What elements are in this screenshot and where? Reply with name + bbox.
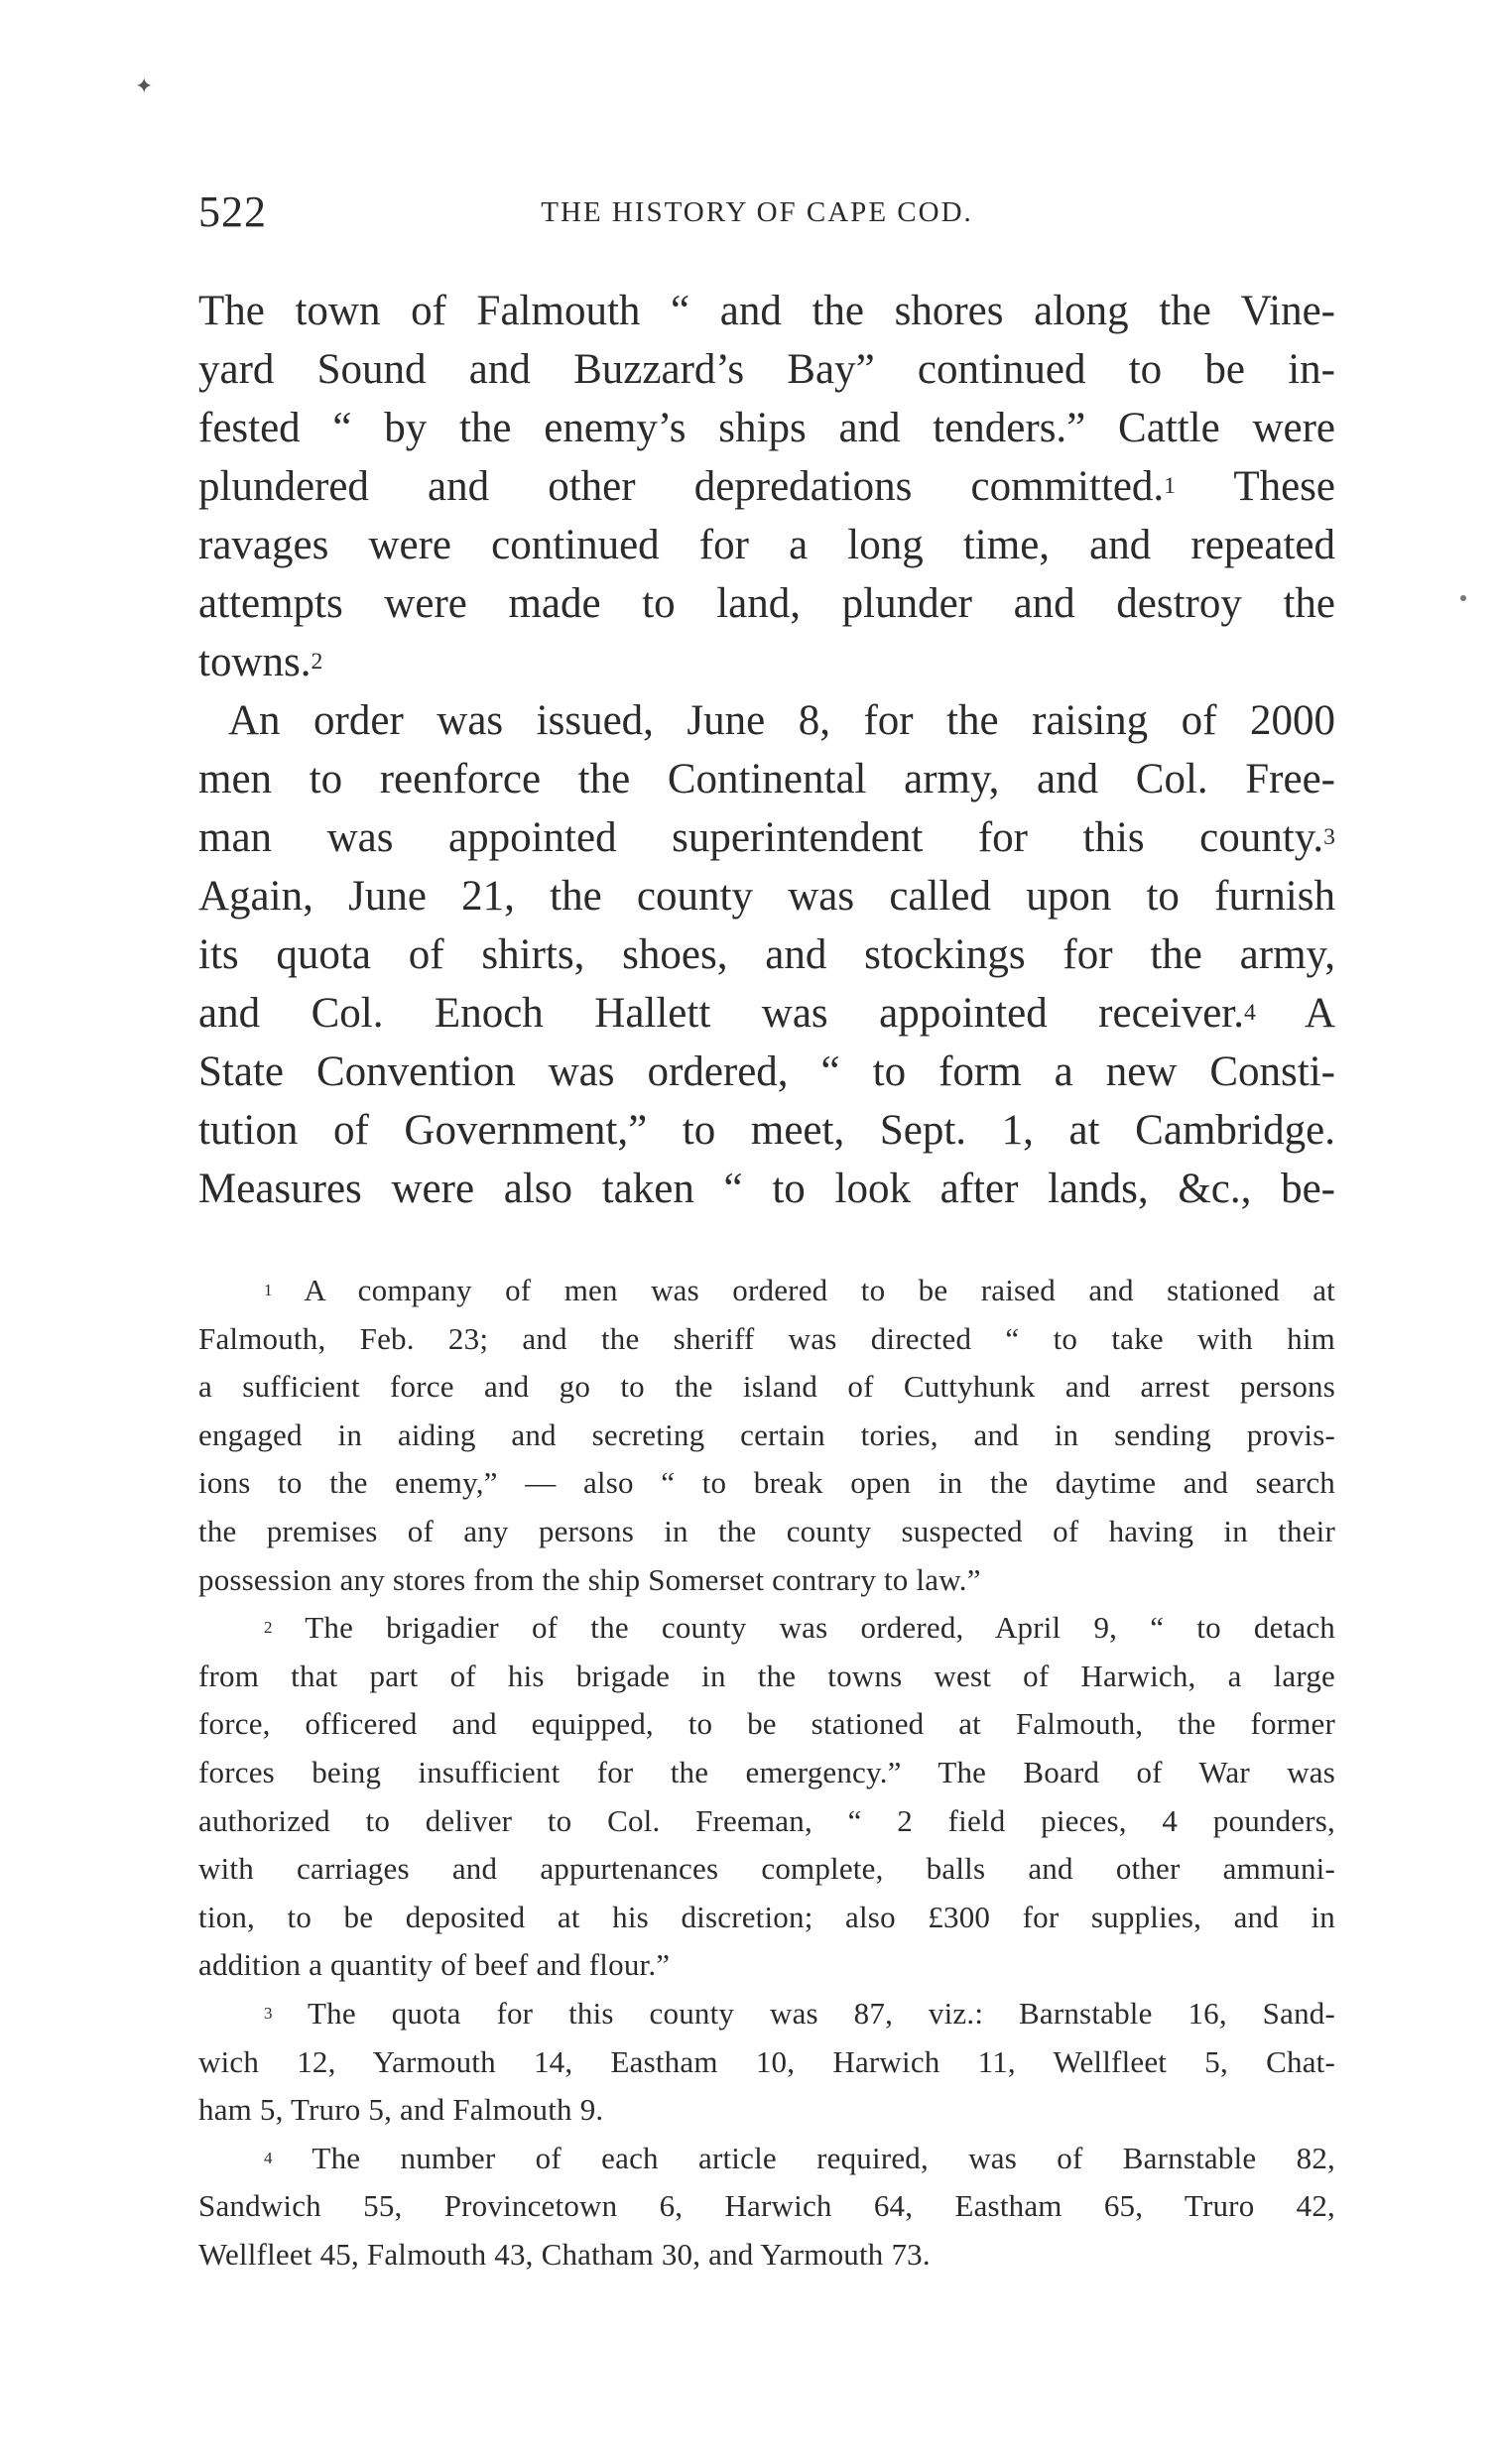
footnote-line bbox=[198, 1894, 1335, 1942]
footnote-reference: 2 bbox=[311, 648, 323, 675]
footnote-marker: 3 bbox=[264, 2003, 273, 2023]
body-text-tail: These bbox=[1176, 463, 1336, 510]
footnote-text: force, officered and equipped, to be stationed at Falmouth, the former bbox=[198, 1706, 1335, 1742]
footnote-text: The brigadier of the county was ordered, April 9, “ to detach bbox=[272, 1610, 1335, 1646]
body-text: fested “ by the enemy’s ships and tenders.” Cattle were bbox=[198, 405, 1335, 451]
footnote-text: possession any stores from the ship Somerset contrary to law.” bbox=[198, 1561, 981, 1597]
footnote-reference: 1 bbox=[1164, 472, 1176, 499]
footnote-text: a sufficient force and go to the island of Cuttyhunk and arrest persons bbox=[198, 1369, 1335, 1405]
margin-dot bbox=[1460, 595, 1466, 601]
footnote-text: forces being insufficient for the emergency.” The Board of War was bbox=[198, 1754, 1335, 1789]
body-line bbox=[198, 633, 1335, 691]
body-line bbox=[198, 691, 1335, 750]
footnote-text: wich 12, Yarmouth 14, Eastham 10, Harwich 11, Wellfleet 5, Chat- bbox=[198, 2043, 1335, 2079]
body-text: plundered and other depredations committed. bbox=[198, 463, 1165, 510]
body-line bbox=[198, 516, 1335, 574]
page-header bbox=[198, 186, 1315, 246]
body-line bbox=[198, 867, 1335, 925]
body-line bbox=[198, 574, 1335, 633]
footnote-marker: 2 bbox=[264, 1618, 273, 1638]
footnote-text: The quota for this county was 87, viz.: Barnstable 16, Sand- bbox=[272, 1995, 1335, 2031]
footnote-reference: 3 bbox=[1323, 823, 1335, 850]
footnote-text: from that part of his brigade in the towns west of Harwich, a large bbox=[198, 1658, 1335, 1693]
footnote-text: authorized to deliver to Col. Freeman, “ 2 field pieces, 4 pounders, bbox=[198, 1802, 1335, 1838]
footnote-text: tion, to be deposited at his discretion; also £300 for supplies, and in bbox=[198, 1899, 1335, 1934]
footnote-text: Wellfleet 45, Falmouth 43, Chatham 30, and Yarmouth 73. bbox=[198, 2236, 931, 2272]
body-text: men to reenforce the Continental army, and Col. Free- bbox=[198, 756, 1335, 802]
footnote-text: Falmouth, Feb. 23; and the sheriff was directed “ to take with him bbox=[198, 1320, 1335, 1356]
footnote-text: engaged in aiding and secreting certain tories, and in sending provis- bbox=[198, 1417, 1335, 1452]
body-line bbox=[198, 457, 1335, 516]
body-text: its quota of shirts, shoes, and stockings for the army, bbox=[198, 931, 1335, 978]
margin-mark: ✦ bbox=[135, 73, 154, 98]
footnote-line bbox=[198, 1749, 1335, 1797]
body-line bbox=[198, 1160, 1335, 1218]
running-title: THE HISTORY OF CAPE COD. bbox=[541, 196, 973, 228]
body-text: and Col. Enoch Hallett was appointed receiver. bbox=[198, 990, 1244, 1037]
body-text: man was appointed superintendent for this county. bbox=[198, 814, 1324, 861]
footnote-line bbox=[198, 2135, 1335, 2183]
footnote-marker: 1 bbox=[264, 1280, 273, 1299]
body-line bbox=[198, 340, 1335, 399]
body-text: State Convention was ordered, “ to form a new Consti- bbox=[198, 1048, 1335, 1095]
footnote-text: addition a quantity of beef and flour.” bbox=[198, 1947, 671, 1983]
footnote-line bbox=[198, 1653, 1335, 1701]
footnote-text: ions to the enemy,” — also “ to break open in the daytime and search bbox=[198, 1465, 1335, 1501]
body-line bbox=[198, 808, 1335, 867]
footnote-line bbox=[198, 1556, 1335, 1605]
footnote-line bbox=[198, 1604, 1335, 1653]
footnote-text: ham 5, Truro 5, and Falmouth 9. bbox=[198, 2092, 604, 2128]
footnote-line bbox=[198, 1990, 1335, 2038]
body-text: towns. bbox=[198, 639, 312, 685]
body-text bbox=[198, 282, 1335, 1218]
body-text: The town of Falmouth “ and the shores along the Vine- bbox=[198, 288, 1335, 334]
footnote-line bbox=[198, 1363, 1335, 1412]
footnote-line bbox=[198, 1412, 1335, 1460]
footnote-line bbox=[198, 2038, 1335, 2087]
body-text-tail: A bbox=[1255, 990, 1335, 1037]
body-line bbox=[198, 750, 1335, 808]
body-text: tution of Government,” to meet, Sept. 1, at Cambridge. bbox=[198, 1107, 1335, 1154]
footnote-line bbox=[198, 1267, 1335, 1315]
footnote-line bbox=[198, 1315, 1335, 1364]
footnote-text: the premises of any persons in the county suspected of having in their bbox=[198, 1513, 1335, 1548]
body-line bbox=[198, 984, 1335, 1043]
body-line bbox=[198, 282, 1335, 340]
footnote-line bbox=[198, 1845, 1335, 1894]
body-line bbox=[198, 925, 1335, 984]
footnote-line bbox=[198, 1700, 1335, 1749]
body-line bbox=[198, 1043, 1335, 1101]
page-number: 522 bbox=[198, 187, 267, 236]
footnote-line bbox=[198, 2182, 1335, 2231]
footnote-reference: 4 bbox=[1244, 999, 1256, 1026]
footnote-text: The number of each article required, was of Barnstable 82, bbox=[272, 2140, 1335, 2175]
footnote-line bbox=[198, 1941, 1335, 1990]
body-text: Again, June 21, the county was called upon to furnish bbox=[198, 873, 1335, 920]
footnote-line bbox=[198, 1508, 1335, 1556]
body-text: ravages were continued for a long time, and repeated bbox=[198, 522, 1335, 568]
body-line bbox=[198, 399, 1335, 457]
footnotes bbox=[198, 1267, 1335, 2279]
footnote-line bbox=[198, 2231, 1335, 2279]
footnote-line bbox=[198, 1459, 1335, 1508]
body-text: An order was issued, June 8, for the raising of 2000 bbox=[228, 697, 1335, 744]
body-line bbox=[198, 1101, 1335, 1160]
body-text: attempts were made to land, plunder and destroy the bbox=[198, 580, 1335, 627]
footnote-marker: 4 bbox=[264, 2148, 273, 2167]
footnote-text: A company of men was ordered to be raised and stationed at bbox=[272, 1273, 1335, 1307]
body-text: yard Sound and Buzzard’s Bay” continued to be in- bbox=[198, 346, 1335, 393]
footnote-line bbox=[198, 2086, 1335, 2135]
body-text: Measures were also taken “ to look after lands, &c., be- bbox=[198, 1166, 1335, 1212]
footnote-line bbox=[198, 1797, 1335, 1846]
footnote-text: Sandwich 55, Provincetown 6, Harwich 64, Eastham 65, Truro 42, bbox=[198, 2188, 1335, 2224]
footnote-text: with carriages and appurtenances complete, balls and other ammuni- bbox=[198, 1851, 1335, 1887]
